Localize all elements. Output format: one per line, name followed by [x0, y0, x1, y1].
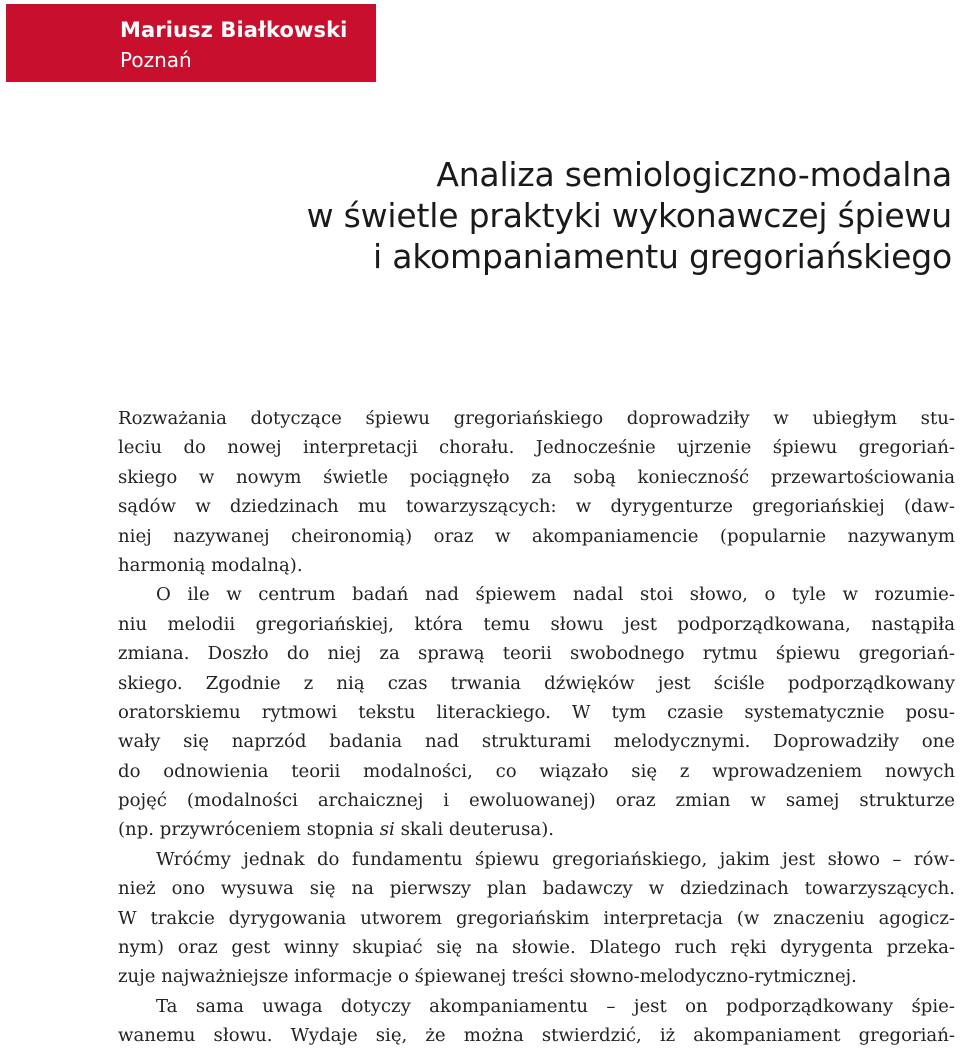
author-city: Poznań: [120, 48, 192, 72]
italic-term: si: [379, 819, 395, 841]
title-line-3: i akompaniamentu gregoriańskiego: [373, 237, 952, 276]
text-line: nież ono wysuwa się na pierwszy plan badawczy w dziedzinach towarzyszących.: [118, 878, 955, 900]
text-line: niu melodii gregoriańskiej, która temu słowu jest podporządkowana, nastąpiła: [118, 613, 955, 635]
text-line: O ile w centrum badań nad śpiewem nadal stoi słowo, o tyle w rozumie-: [156, 584, 955, 606]
title-line-1: Analiza semiologiczno-modalna: [436, 155, 952, 194]
text-line: niej nazywanej cheironomią) oraz w akompaniamencie (popularnie nazywanym: [118, 525, 955, 547]
text-line: pojęć (modalności archaicznej i ewoluowanej) oraz zmian w samej strukturze: [118, 790, 955, 812]
author-name: Mariusz Białkowski: [120, 18, 348, 42]
text-line: zmiana. Doszło do niej za sprawą teorii swobodnego rytmu śpiewu gregoriań-: [118, 643, 955, 665]
paragraph-4: [118, 992, 955, 1051]
author-header: [6, 4, 376, 82]
text-line: leciu do nowej interpretacji chorału. Jednocześnie ujrzenie śpiewu gregoriań-: [118, 437, 955, 459]
text-fragment: (np. przywróceniem stopnia: [118, 819, 380, 841]
article-body: [118, 404, 955, 1051]
paragraph-3: [118, 845, 955, 992]
text-line: zuje najważniejsze informacje o śpiewanej treści słowno-melodyczno-rytmicznej.: [118, 966, 857, 988]
article-title: [52, 154, 952, 277]
text-line: sądów w dziedzinach mu towarzyszących: w dyrygenturze gregoriańskiej (daw-: [118, 496, 955, 518]
text-line: wały się naprzód badania nad strukturami melodycznymi. Doprowadziły one: [118, 731, 955, 753]
text-line: do odnowienia teorii modalności, co wiązało się z wprowadzeniem nowych: [118, 760, 955, 782]
title-line-2: w świetle praktyki wykonawczej śpiewu: [306, 196, 952, 235]
text-line: skiego. Zgodnie z nią czas trwania dźwięków jest ściśle podporządkowany: [118, 672, 955, 694]
text-line: oratorskiemu rytmowi tekstu literackiego. W tym czasie systematycznie posu-: [118, 701, 955, 723]
text-line: harmonią modalną).: [118, 554, 303, 576]
paragraph-2: [118, 580, 955, 845]
paragraph-1: [118, 404, 955, 580]
text-line: nym) oraz gest winny skupiać się na słowie. Dlatego ruch ręki dyrygenta przeka-: [118, 937, 955, 959]
text-line: skiego w nowym świetle pociągnęło za sobą konieczność przewartościowania: [118, 466, 955, 488]
text-line: wanemu słowu. Wydaje się, że można stwierdzić, iż akompaniament gregoriań-: [118, 1025, 955, 1047]
text-line: Ta sama uwaga dotyczy akompaniamentu – jest on podporządkowany śpie-: [156, 995, 955, 1017]
text-line: [118, 815, 955, 844]
text-line: Rozważania dotyczące śpiewu gregoriańskiego doprowadziły w ubiegłym stu-: [118, 408, 955, 429]
text-fragment: skali deuterusa).: [394, 819, 555, 841]
text-line: W trakcie dyrygowania utworem gregoriańskim interpretacja (w znaczeniu agogicz-: [118, 907, 955, 929]
text-line: Wróćmy jednak do fundamentu śpiewu gregoriańskiego, jakim jest słowo – rów-: [156, 848, 955, 870]
